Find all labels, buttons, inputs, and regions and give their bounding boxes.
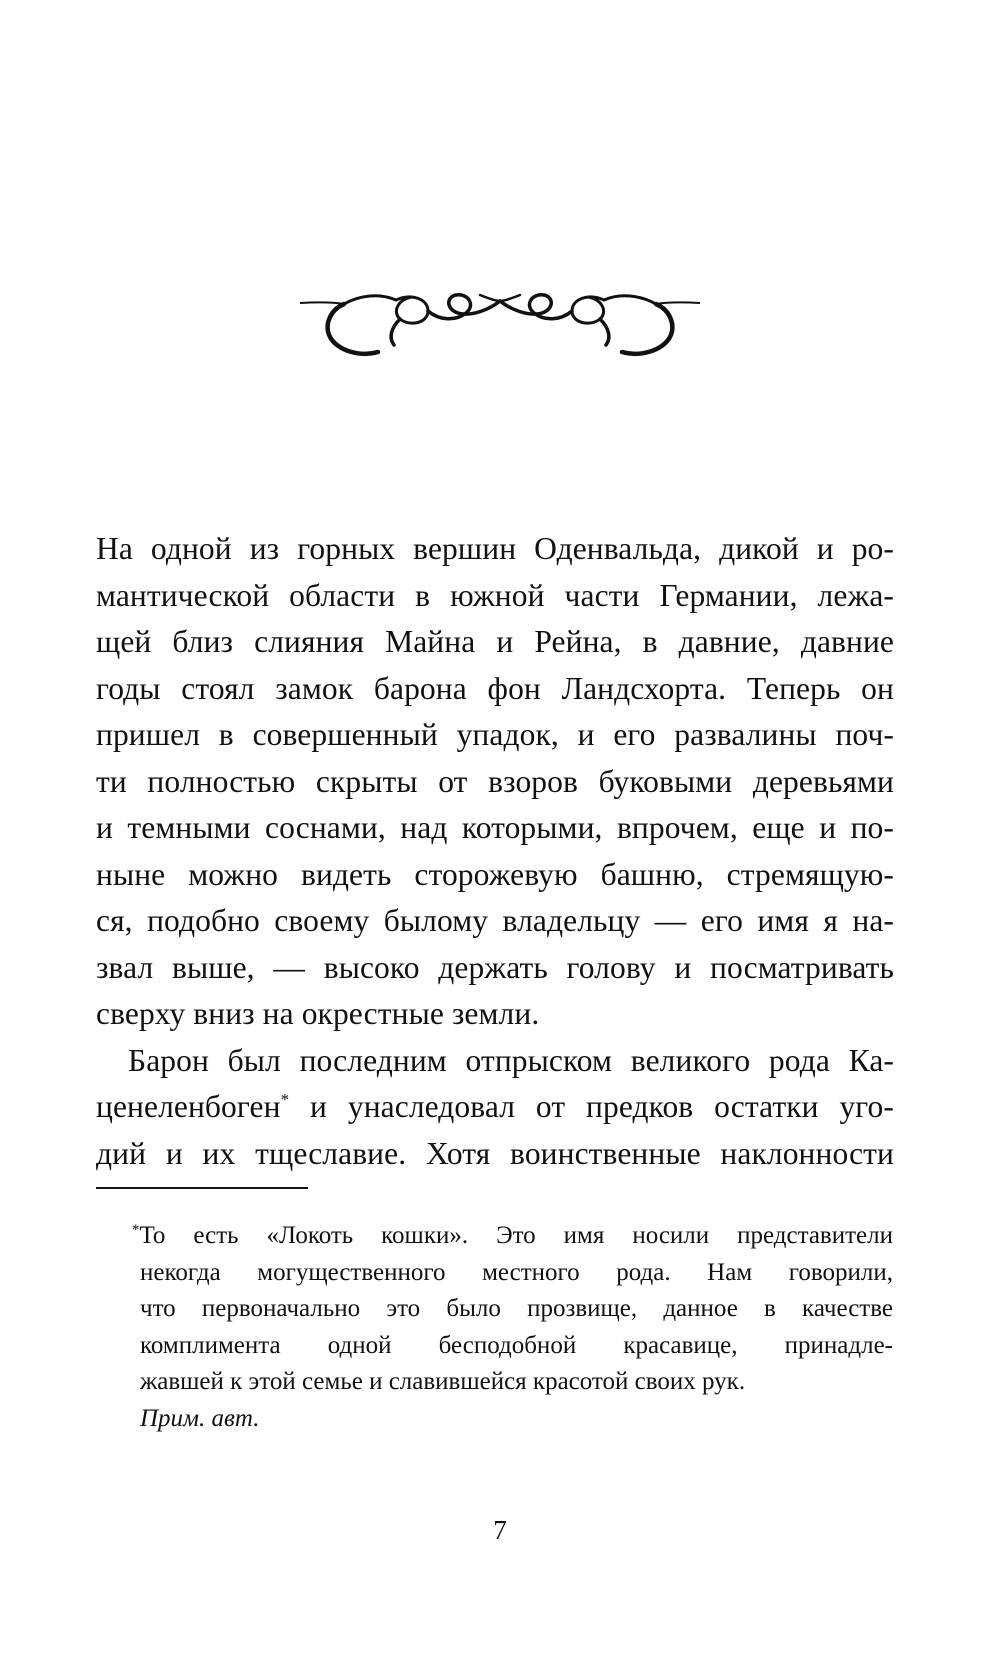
text-fragment: ценеленбоген — [96, 1089, 281, 1124]
text-line: На одной из горных вершин Оденвальда, дикой и ро- — [96, 531, 894, 566]
text-line: щей близ слияния Майна и Рейна, в давние, давние — [96, 624, 894, 659]
footnote-line — [132, 1218, 893, 1255]
text-line-with-footnote-mark — [96, 1084, 894, 1131]
footnote — [132, 1218, 893, 1438]
text-line: Барон был последним отпрыском великого рода Ка- — [128, 1042, 894, 1078]
text-line: мантической области в южной части Германии, лежа- — [96, 577, 894, 613]
text-line: сверху вниз на окрестные земли. — [96, 996, 540, 1031]
text-line: звал выше, — высоко держать голову и посматривать — [96, 949, 894, 985]
page-number: 7 — [493, 1515, 507, 1545]
footnote-line: жавшей к этой семье и славившейся красотой своих рук. — [140, 1368, 746, 1396]
footnote-reference-mark[interactable]: * — [280, 1090, 290, 1109]
footnote-attribution: Прим. авт. — [140, 1404, 260, 1432]
footnote-line: комплимента одной бесподобной красавице, принадле- — [140, 1331, 893, 1359]
footnote-separator — [96, 1187, 308, 1189]
text-line: ся, подобно своему былому владельцу — его имя я на- — [96, 903, 894, 938]
main-text — [96, 526, 894, 1177]
footnote-text: То есть «Локоть кошки». Это имя носили представители — [139, 1222, 893, 1249]
text-line: ти полностью скрыты от взоров буковыми деревьями — [96, 763, 894, 799]
text-line: годы стоял замок барона фон Ландсхорта. Теперь он — [96, 670, 894, 706]
footnote-mark: * — [132, 1222, 140, 1238]
text-line: пришел в совершенный упадок, и его развалины поч- — [96, 717, 894, 752]
footnote-line: что первоначально это было прозвище, данное в качестве — [140, 1295, 893, 1323]
flourish-ornament-icon — [300, 275, 700, 395]
text-line: и темными соснами, над которыми, впрочем, еще и по- — [96, 810, 894, 845]
footnote-line: некогда могущественного местного рода. Нам говорили, — [140, 1258, 893, 1286]
text-line: дий и их тщеславие. Хотя воинственные наклонности — [96, 1135, 894, 1171]
text-fragment: и унаследовал от предков остатки уго- — [289, 1089, 894, 1124]
text-line: ныне можно видеть сторожевую башню, стремящую- — [96, 856, 894, 892]
